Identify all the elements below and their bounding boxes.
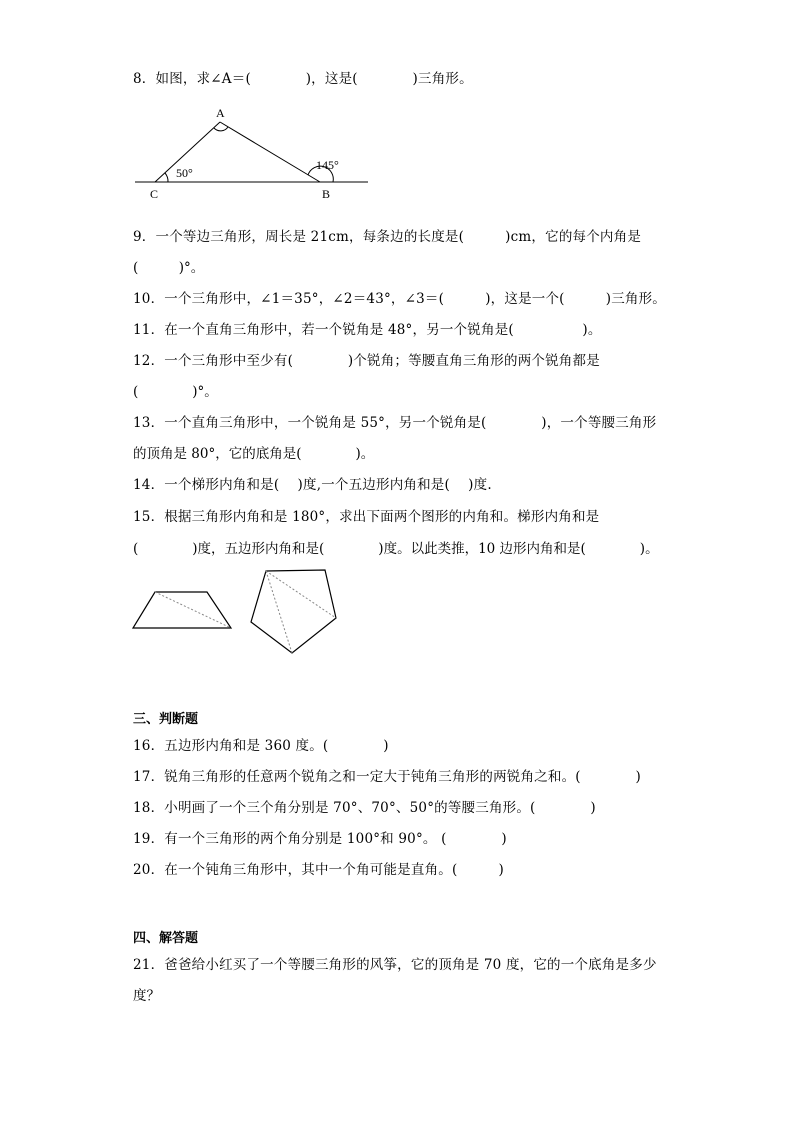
- question-15-line-1: 15．根据三角形内角和是 180°，求出下面两个图形的内角和。梯形内角和是: [133, 509, 600, 525]
- label-c: C: [150, 187, 159, 201]
- question-17: 17．锐角三角形的任意两个锐角之和一定大于钝角三角形的两锐角之和。( ): [133, 769, 642, 785]
- label-b: B: [322, 187, 331, 201]
- question-11: 11．在一个直角三角形中，若一个锐角是 48°，另一个锐角是( )。: [133, 322, 602, 338]
- question-12-line-2: ( )°。: [133, 384, 218, 400]
- question-10: 10．一个三角形中，∠1＝35°，∠2＝43°，∠3＝( )，这是一个( )三角形。: [133, 291, 667, 307]
- pentagon-outline: [251, 570, 336, 653]
- label-a: A: [216, 106, 225, 120]
- pentagon-figure: [248, 566, 340, 658]
- section-4-heading: 四、解答题: [133, 931, 199, 946]
- triangle-abc-figure: [130, 100, 375, 205]
- question-9-line-2: ( )°。: [133, 260, 205, 276]
- pentagon-diagonal-2: [266, 571, 336, 618]
- question-13-line-2: 的顶角是 80°，它的底角是( )。: [133, 446, 375, 462]
- angle-b-label: 145°: [316, 158, 339, 172]
- angle-c-arc: [165, 173, 168, 182]
- question-21-line-2: 度？: [133, 988, 160, 1004]
- question-12-line-1: 12．一个三角形中至少有( )个锐角；等腰直角三角形的两个锐角都是: [133, 353, 600, 369]
- angle-a-arc: [214, 127, 228, 131]
- question-19: 19．有一个三角形的两个角分别是 100°和 90°。 ( ): [133, 831, 507, 847]
- angle-c-label: 50°: [176, 166, 193, 180]
- pentagon-diagonal-1: [266, 571, 292, 653]
- question-8: 8．如图，求∠A＝( )，这是( )三角形。: [133, 71, 473, 87]
- section-3-heading: 三、判断题: [133, 712, 199, 727]
- question-16: 16．五边形内角和是 360 度。( ): [133, 738, 389, 754]
- side-ab: [220, 122, 320, 182]
- trapezoid-figure: [130, 588, 235, 633]
- question-21-line-1: 21．爸爸给小红买了一个等腰三角形的风筝，它的顶角是 70 度，它的一个底角是多少: [133, 957, 657, 973]
- question-15-line-2: ( )度，五边形内角和是( )度。以此类推，10 边形内角和是( )。: [133, 541, 659, 557]
- question-9-line-1: 9．一个等边三角形，周长是 21cm，每条边的长度是( )cm，它的每个内角是: [133, 229, 642, 245]
- question-13-line-1: 13．一个直角三角形中，一个锐角是 55°，另一个锐角是( )，一个等腰三角形: [133, 415, 657, 431]
- question-18: 18．小明画了一个三个角分别是 70°、70°、50°的等腰三角形。( ): [133, 800, 596, 816]
- question-14: 14．一个梯形内角和是( )度,一个五边形内角和是( )度.: [133, 477, 492, 493]
- question-20: 20．在一个钝角三角形中，其中一个角可能是直角。( ): [133, 862, 505, 878]
- trapezoid-outline: [133, 592, 231, 628]
